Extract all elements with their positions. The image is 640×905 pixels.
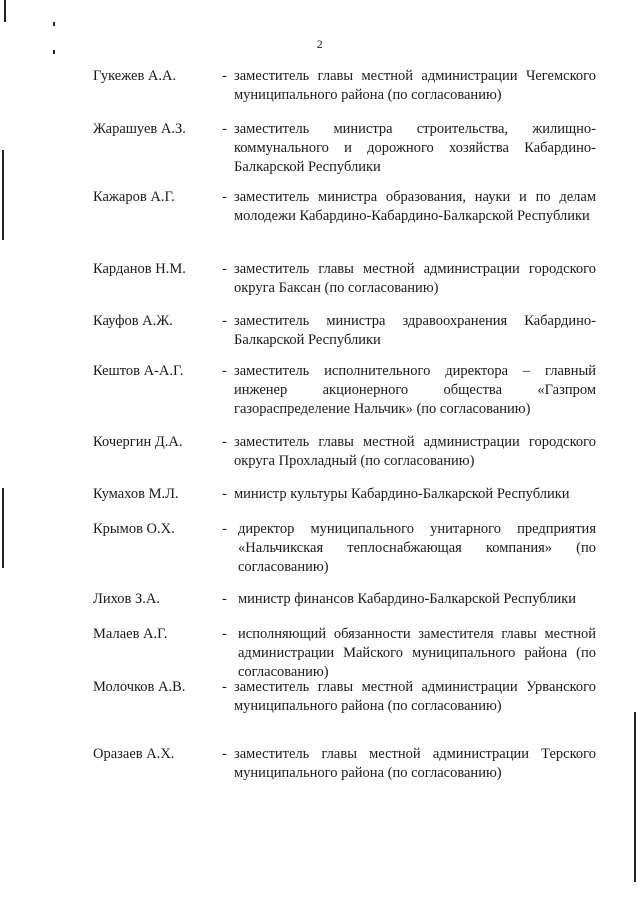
- entry-dash: -: [222, 521, 227, 537]
- entry-dash: -: [222, 313, 227, 329]
- person-name: Кештов А-А.Г.: [93, 363, 184, 379]
- person-position: заместитель главы местной администрации городского округа Баксан (по согласованию): [234, 261, 596, 296]
- scan-edge-mark-left: [2, 150, 4, 240]
- person-position: заместитель главы местной администрации городского округа Прохладный (по согласованию): [234, 434, 596, 469]
- person-position: исполняющий обязанности заместителя главы местной администрации Майского муниципального района (по согласованию): [238, 626, 596, 680]
- entry-dash: -: [222, 189, 227, 205]
- entry-dash: -: [222, 261, 227, 277]
- person-name: Молочков А.В.: [93, 679, 186, 695]
- person-name: Жарашуев А.З.: [93, 121, 186, 137]
- person-position: директор муниципального унитарного предприятия «Нальчикская теплоснабжающая компания» (по согласованию): [238, 521, 596, 575]
- scan-edge-mark-right: [634, 712, 636, 882]
- person-name: Лихов З.А.: [93, 591, 160, 607]
- person-name: Малаев А.Г.: [93, 626, 168, 642]
- entry-dash: -: [222, 679, 227, 695]
- scan-dot-mark: [53, 22, 55, 26]
- entry-dash: -: [222, 363, 227, 379]
- person-name: Оразаев А.Х.: [93, 746, 175, 762]
- entry-dash: -: [222, 591, 227, 607]
- person-position: заместитель министра строительства, жилищно-коммунального и дорожного хозяйства Кабардино-Балкарской Республики: [234, 121, 596, 175]
- person-position: министр культуры Кабардино-Балкарской Республики: [234, 486, 570, 502]
- person-position: заместитель министра здравоохранения Кабардино-Балкарской Республики: [234, 313, 596, 348]
- entry-dash: -: [222, 434, 227, 450]
- person-name: Кажаров А.Г.: [93, 189, 175, 205]
- entry-dash: -: [222, 746, 227, 762]
- page-number: 2: [316, 37, 324, 51]
- person-position: министр финансов Кабардино-Балкарской Республики: [238, 591, 577, 607]
- person-name: Карданов Н.М.: [93, 261, 186, 277]
- person-name: Крымов О.Х.: [93, 521, 175, 537]
- scan-edge-mark-top-left: [4, 0, 6, 22]
- scan-edge-mark-left: [2, 488, 4, 568]
- person-name: Гукежев А.А.: [93, 68, 177, 84]
- entry-dash: -: [222, 68, 227, 84]
- entry-dash: -: [222, 121, 227, 137]
- entry-dash: -: [222, 486, 227, 502]
- person-position: заместитель министра образования, науки и по делам молодежи Кабардино-Кабардино-Балкарской Республики: [234, 189, 596, 224]
- person-position: заместитель исполнительного директора – главный инженер акционерного общества «Газпром газораспределение Нальчик» (по согласованию): [234, 363, 596, 417]
- person-name: Кауфов А.Ж.: [93, 313, 173, 329]
- person-name: Кочергин Д.А.: [93, 434, 183, 450]
- person-position: заместитель главы местной администрации Терского муниципального района (по согласованию): [234, 746, 596, 781]
- person-position: заместитель главы местной администрации Урванского муниципального района (по согласованию): [234, 679, 596, 714]
- entry-dash: -: [222, 626, 227, 642]
- person-position: заместитель главы местной администрации Чегемского муниципального района (по согласованию): [234, 68, 596, 103]
- person-name: Кумахов М.Л.: [93, 486, 179, 502]
